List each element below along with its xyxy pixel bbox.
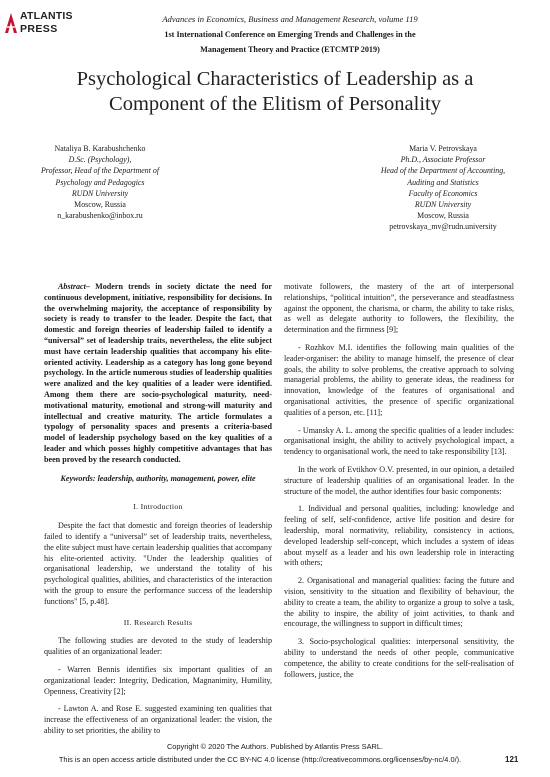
paragraph: In the work of Evtikhov O.V. presented, in our opinion, a detailed structure of leadership qualities of an organisational leader. In the structure of the model, the author identifies four basic components: [284,464,514,496]
footer-copyright: Copyright © 2020 The Authors. Published by Atlantis Press SARL. [166,742,384,751]
author-city: Moscow, Russia [74,200,126,210]
title-line-2: Component of the Elitism of Personality [109,93,441,115]
left-column [44,282,272,744]
author-block-1 [0,143,200,221]
abstract-label: Abstract [58,282,86,291]
author-org: Faculty of Economics [408,188,478,198]
atlantis-logo-icon [4,12,18,34]
paragraph: Despite the fact that domestic and foreign theories of leadership failed to identify a “universal” set of leadership traits, nevertheless, the elite subject must have certain leadership qualities that accompany his elite-oriented activity. "Under the leadership qualities of organisational leadership, we understand the totality of his psychological qualities, abilities, and characteristics of the interaction with the group to ensure the performance success of the leadership functions" [5, p.48]. [44,521,272,606]
list-item: 3. Socio-psychological qualities: interpersonal sensitivity, the ability to understand the needs of other people, communicative competence, the ability to create conditions for the self-realisation of followers, justice, the [284,637,514,679]
journal-name: Advances in Economics, Business and Management Research, volume 119 [162,14,418,24]
author-org: RUDN University [71,188,129,198]
logo-text-press: PRESS [20,23,58,35]
right-column [284,282,514,687]
paragraph: The following studies are devoted to the study of leadership qualities of an organizational leader: [44,636,272,657]
paragraph: motivate followers, the mastery of the art of interpersonal relationships, “political intuition”, the perseverance and steadfastness against the opponent, the charisma, or charm, the ability to take risks, as well as delegate authority to followers, the flexibility, the determination and the firmness [9]; [284,282,514,335]
paper-title [20,67,530,117]
atlantis-press-logo [4,10,73,42]
author-degree: Ph.D., Associate Professor [400,155,486,165]
list-item: 2. Organisational and managerial qualities: facing the future and vision, sensitivity to the situation and flexibility of behaviour, the ability to create a team, the ability to organize a group to solve a task, the ability to inspire, the ability of joint activities, to thank and encourage, the willingness to support in difficult times; [284,576,514,629]
conference-line-1: 1st International Conference on Emerging Trends and Challenges in the [164,30,416,39]
author-email[interactable]: petrovskaya_mv@rudn.university [389,222,497,232]
author-email[interactable]: n_karabushenko@inbox.ru [57,211,143,221]
footer-license[interactable]: This is an open access article distributed under the CC BY-NC 4.0 license (http://creativecommons.org/licenses/by-nc/4.0/). [58,755,462,764]
abstract-text: – Modern trends in society dictate the need for continuous development, initiative, responsibility for decisions. In the overwhelming majority, the acceptance of responsibility by society is ready to transfer to the leader. Despite the fact, that domestic and foreign theories of leadership failed to identify a “universal” set of leadership traits, nevertheless, the elite subject must have certain leadership qualities that accompany his elite-oriented activity. Leadership as a category has long gone beyond psychology. In the article numerous studies of leadership qualities were analized and the key qualities of a leader were identified. Among them there are socio-psychological maturity, need-motivational maturity, emotional and strong-will maturity and intellectual and creative maturity. The article formulates a typology of personality spaces and presents a criteria-based model of leadership psychology based on the key qualities of a leader and which posses highly competitive advantages that has been proved by the research conducted. [44,282,272,464]
conference-line-2: Management Theory and Practice (ETCMTP 2019) [200,45,380,54]
paragraph: - Rozhkov M.I. identifies the following main qualities of the leader-organiser: the ability to manage himself, the presence of clear goals, the ability to solve problems, the creative approach to solving managerial problems, the ability to generate ideas, the readiness for innovation, knowledge of the features of organisational and organisational activities, the presence of specific organizational qualities of a person, etc. [11]; [284,342,514,417]
section-heading-introduction: I. Introduction [133,502,183,512]
author-position: Auditing and Statistics [407,177,479,187]
list-item: 1. Individual and personal qualities, including: knowledge and feeling of self, self-confidence, active life position and desire for leadership, moral normativity, reliability, consistency in actions, developed leadership self-concept, which includes a system of ideas about myself as a leader and his own leadership role in interacting with others; [284,504,514,568]
author-degree: D.Sc. (Psychology), [68,155,132,165]
author-position: Professor, Head of the Department of [40,166,160,176]
section-heading-results: II. Research Results [123,617,193,627]
author-position: Psychology and Pedagogics [55,177,145,187]
author-position: Head of the Department of Accounting, [380,166,506,176]
author-name: Maria V. Petrovskaya [409,144,477,153]
author-city: Moscow, Russia [417,211,469,221]
logo-text-atlantis: ATLANTIS [20,10,73,22]
keywords-text: leadership, authority, management, power, elite [97,473,256,483]
paragraph: - Lawton A. and Rose E. suggested examining ten qualities that increase the effectiveness of an organizational leader: the vision, the ability to set priorities, the ability to [44,704,272,735]
author-name: Nataliya B. Karabushchenko [54,144,146,153]
page-number: 121 [505,755,519,764]
keywords-label: Keywords: [60,473,96,483]
title-line-1: Psychological Characteristics of Leadership as a [76,68,474,90]
paragraph: - Warren Bennis identifies six important qualities of an organizational leader: Integrity, Dedication, Magnanimity, Humility, Openness, Creativity [2]; [44,664,272,696]
keywords [44,474,272,485]
abstract [44,282,272,466]
author-block-2 [338,143,548,233]
author-university: RUDN University [414,200,472,210]
paragraph: - Umansky A. L. among the specific qualities of a leader includes: organisational insight, the ability to actively psychological impact, a tendency to organisational work, the need to take responsibility [13]. [284,425,514,457]
